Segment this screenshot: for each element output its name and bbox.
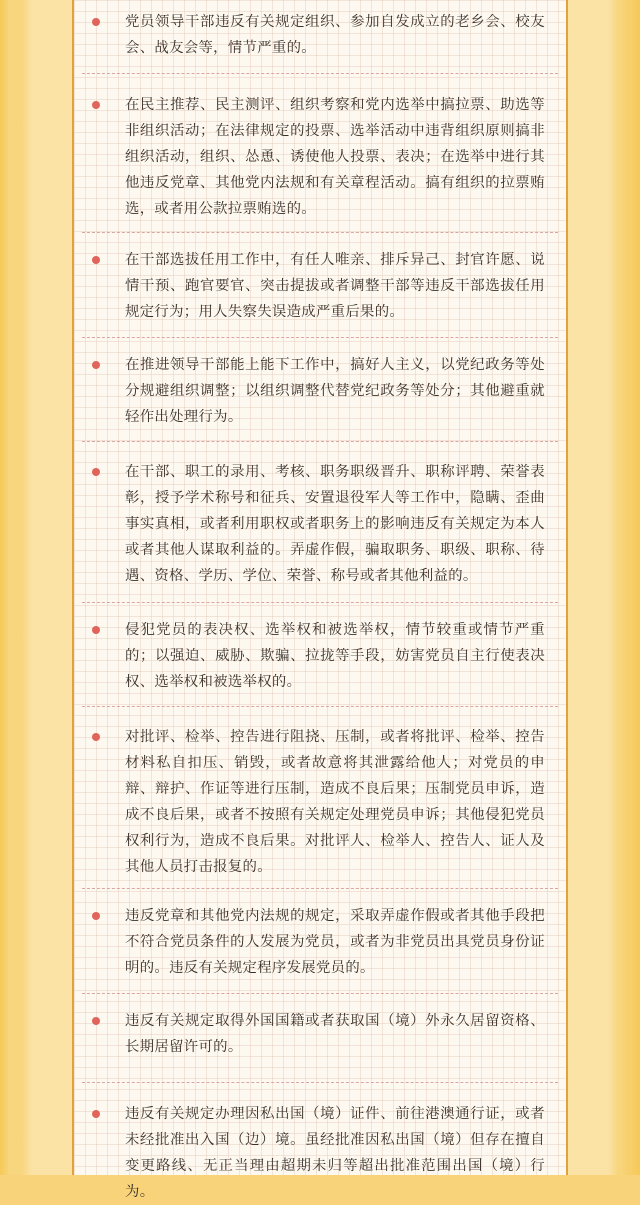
bullet-dot-icon — [92, 101, 100, 109]
item-text: 党员领导干部违反有关规定组织、参加自发成立的老乡会、校友会、战友会等，情节严重的。 — [125, 14, 545, 56]
item-text: 在干部选拔任用工作中，有任人唯亲、排斥异己、封官许愿、说情干预、跑官要官、突击提拔或者调整干部等违反干部选拔任用规定行为；用人失察失误造成严重后果的。 — [125, 252, 545, 320]
bullet-dot-icon — [92, 733, 100, 741]
item-text: 对批评、检举、控告进行阻挠、压制，或者将批评、检举、控告材料私自扣压、销毁，或者故意将其泄露给他人；对党员的申辩、辩护、作证等进行压制，造成不良后果；压制党员申诉，造成不良后果，或者不按照有关规定处理党员申诉；其他侵犯党员权利行为，造成不良后果。对批评人、检举人、控告人、证人及其他人员打击报复的。 — [125, 729, 545, 875]
dashed-divider — [82, 337, 558, 338]
bullet-dot-icon — [92, 626, 100, 634]
dashed-divider — [82, 1082, 558, 1083]
dashed-divider — [82, 73, 558, 74]
dashed-divider — [82, 602, 558, 603]
item-text: 违反有关规定办理因私出国（境）证件、前往港澳通行证，或者未经批准出入国（边）境。虽经批准因私出国（境）但存在擅自变更路线、无正当理由超期未归等超出批准范围出国（境）行为。 — [125, 1106, 545, 1200]
dashed-divider — [82, 441, 558, 442]
item-text: 在民主推荐、民主测评、组织考察和党内选举中搞拉票、助选等非组织活动；在法律规定的投票、选举活动中违背组织原则搞非组织活动，组织、怂恿、诱使他人投票、表决；在选举中进行其他违反党章、其他党内法规和有关章程活动。搞有组织的拉票贿选，或者用公款拉票贿选的。 — [125, 97, 545, 217]
item-text: 侵犯党员的表决权、选举权和被选举权，情节较重或情节严重的；以强迫、威胁、欺骗、拉拢等手段，妨害党员自主行使表决权、选举权和被选举权的。 — [125, 622, 545, 690]
bullet-dot-icon — [92, 468, 100, 476]
dashed-divider — [82, 706, 558, 707]
dashed-divider — [82, 993, 558, 994]
item-text: 在干部、职工的录用、考核、职务职级晋升、职称评聘、荣誉表彰，授予学术称号和征兵、安置退役军人等工作中，隐瞒、歪曲事实真相，或者利用职权或者职务上的影响违反有关规定为本人或者其他人谋取利益的。弄虚作假，骗取职务、职级、职称、待遇、资格、学历、学位、荣誉、称号或者其他利益的。 — [125, 464, 545, 584]
bullet-dot-icon — [92, 18, 100, 26]
item-text: 违反党章和其他党内法规的规定，采取弄虚作假或者其他手段把不符合党员条件的人发展为党员，或者为非党员出具党员身份证明的。违反有关规定程序发展党员的。 — [125, 908, 545, 976]
bullet-dot-icon — [92, 1017, 100, 1025]
item-text: 违反有关规定取得外国国籍或者获取国（境）外永久居留资格、长期居留许可的。 — [125, 1013, 545, 1055]
item-text: 在推进领导干部能上能下工作中，搞好人主义，以党纪政务等处分规避组织调整；以组织调整代替党纪政务等处分；其他避重就轻作出处理行为。 — [125, 357, 545, 425]
content-card — [72, 0, 568, 1200]
bullet-dot-icon — [92, 912, 100, 920]
bullet-dot-icon — [92, 256, 100, 264]
bullet-dot-icon — [92, 1110, 100, 1118]
dashed-divider — [82, 888, 558, 889]
dashed-divider — [82, 232, 558, 233]
bullet-dot-icon — [92, 361, 100, 369]
